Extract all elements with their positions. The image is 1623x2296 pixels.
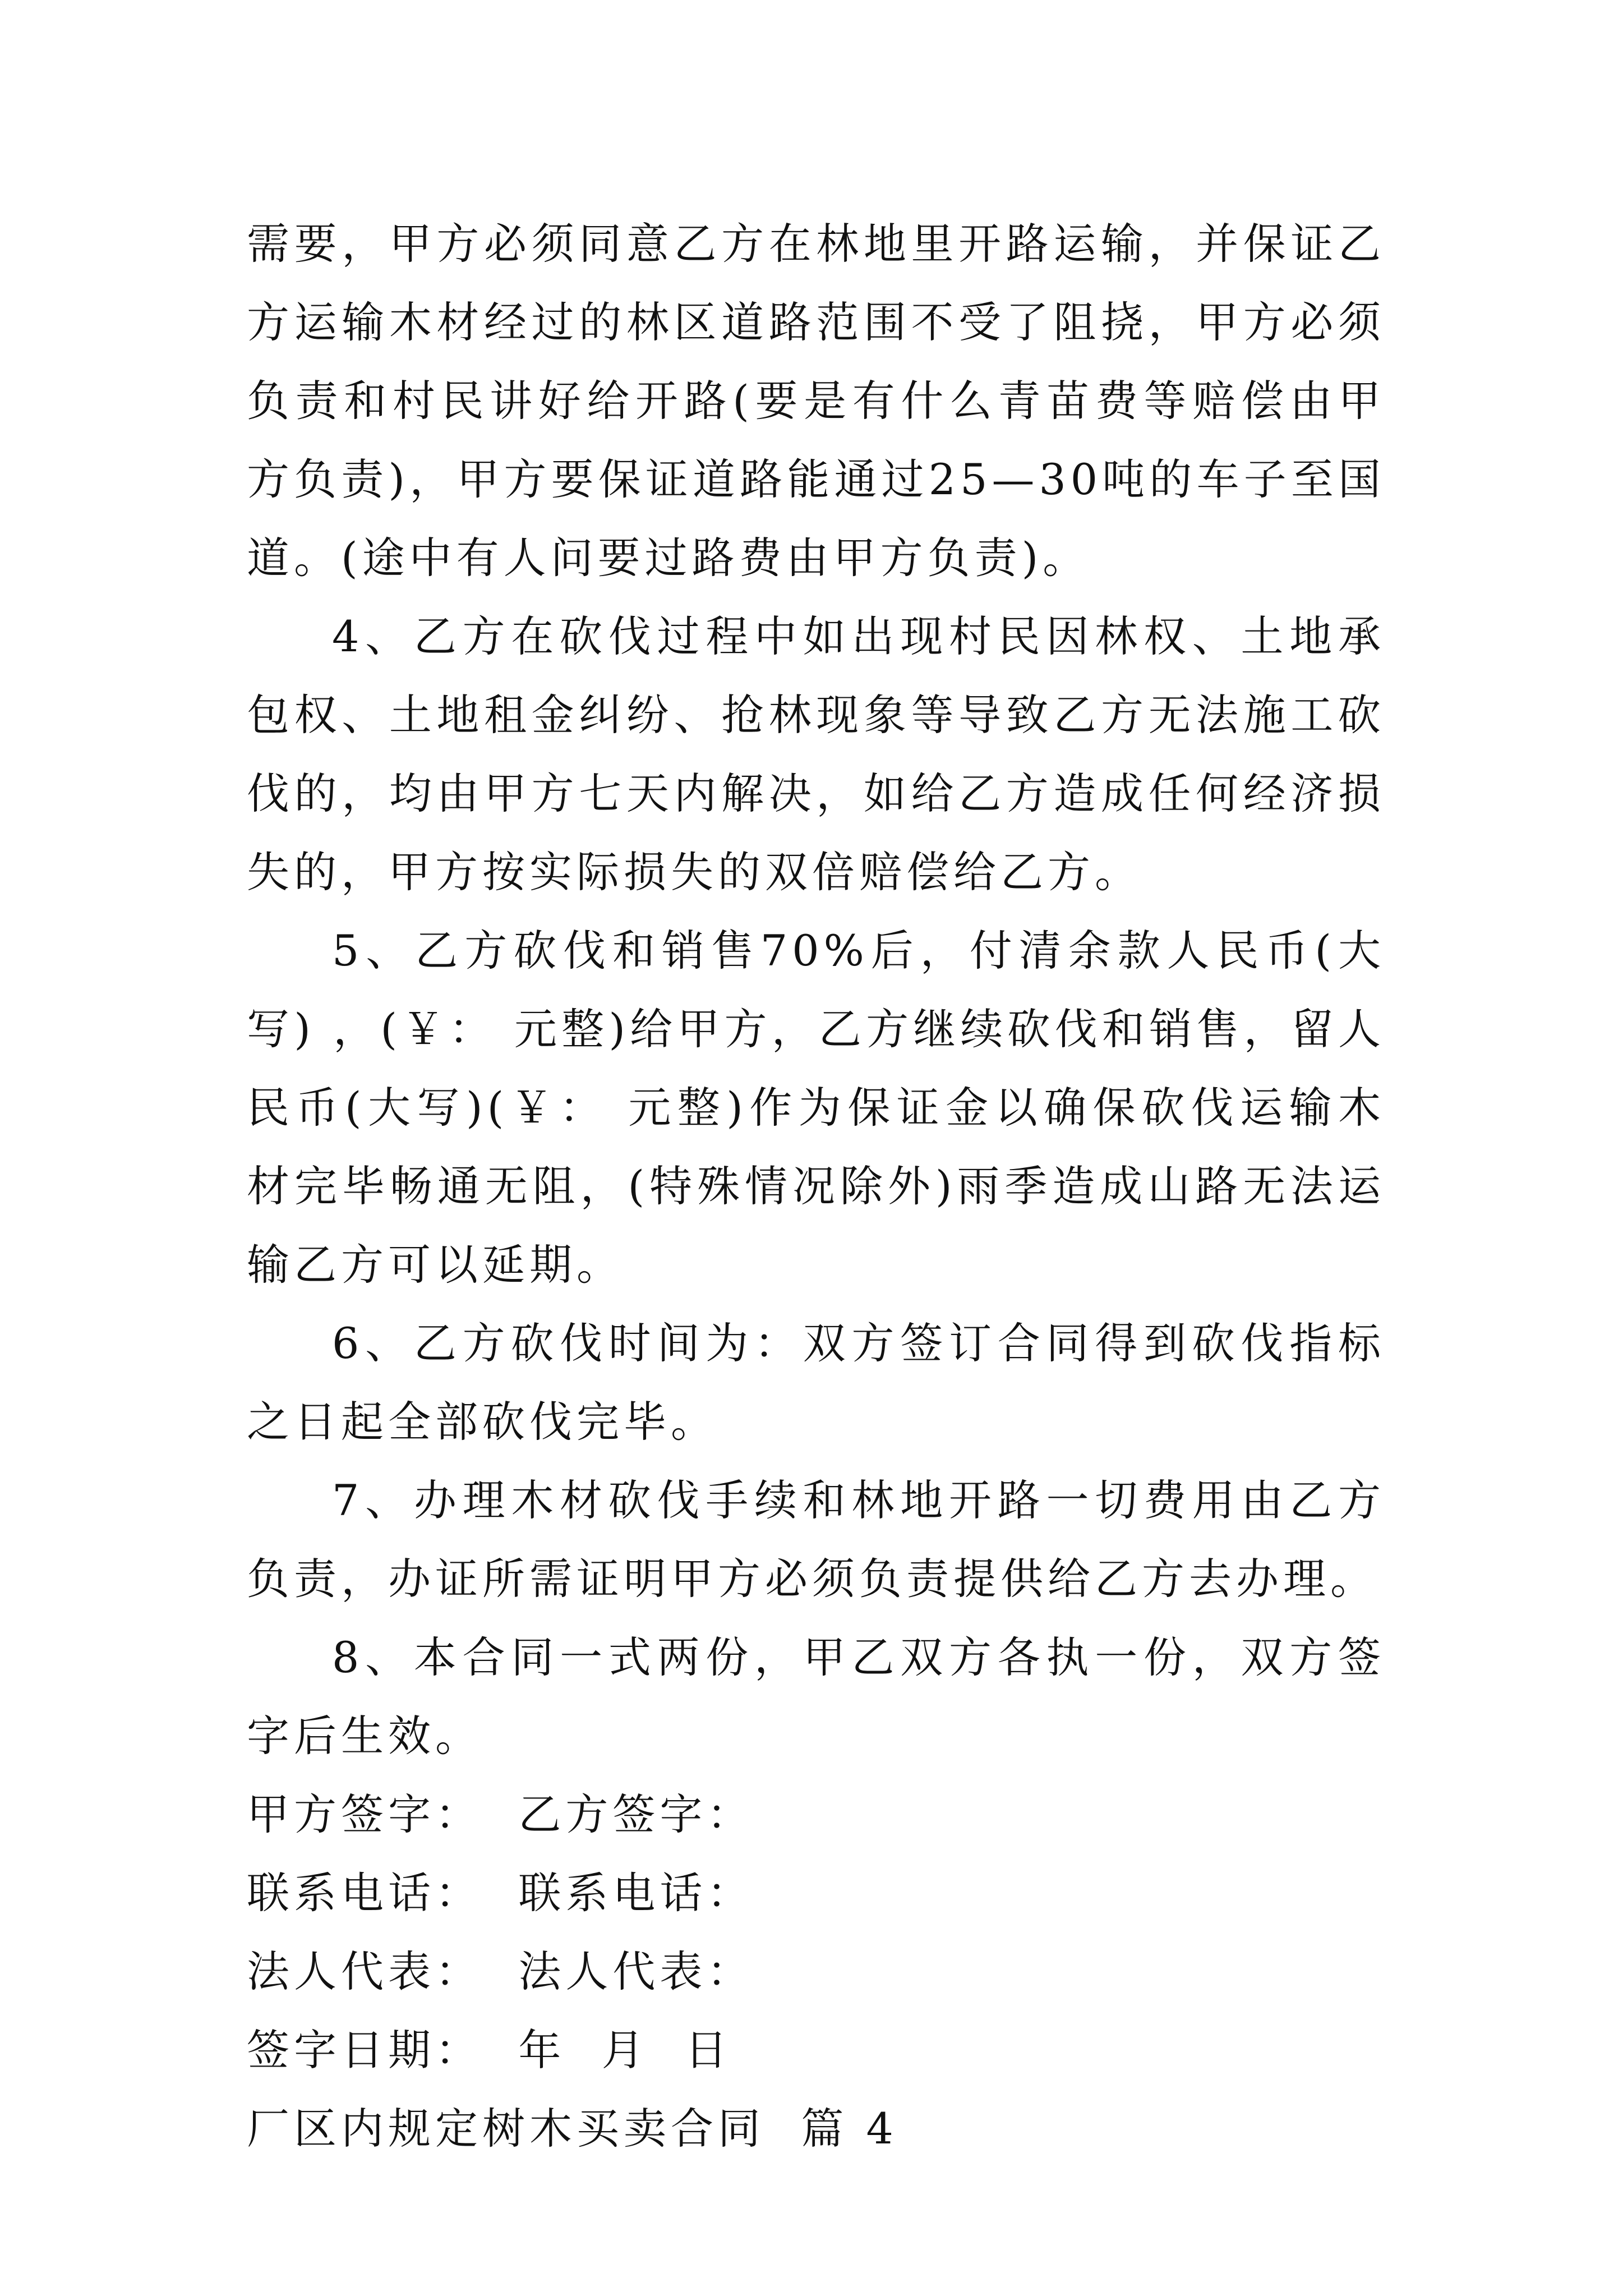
clause-8: 8、本合同一式两份，甲乙双方各执一份，双方签字后生效。 xyxy=(247,1632,1385,1761)
next-section-heading: 厂区内规定树木买卖合同 篇 4 xyxy=(247,2104,898,2154)
clause-4: 4、乙方在砍伐过程中如出现村民因林权、土地承包权、土地租金纠纷、抢林现象等导致乙方无法施工砍伐的，均由甲方七天内解决，如给乙方造成任何经济损失的，甲方按实际损失的双倍赔偿给乙方。 xyxy=(247,611,1385,897)
signature-line: 甲方签字： 乙方签字： xyxy=(247,1789,754,1839)
sign-date-line: 签字日期： 年 月 日 xyxy=(247,2025,732,2075)
legal-rep-line: 法人代表： 法人代表： xyxy=(247,1947,754,1996)
clause-6: 6、乙方砍伐时间为：双方签订合同得到砍伐指标之日起全部砍伐完毕。 xyxy=(247,1318,1385,1447)
paragraph-continuation: 需要，甲方必须同意乙方在林地里开路运输，并保证乙方运输木材经过的林区道路范围不受了阻挠，甲方必须负责和村民讲好给开路(要是有什么青苗费等赔偿由甲方负责)，甲方要保证道路能通过25—30吨的车子至国道。(途中有人问要过路费由甲方负责)。 xyxy=(247,219,1385,583)
clause-7: 7、办理木材砍伐手续和林地开路一切费用由乙方负责，办证所需证明甲方必须负责提供给乙方去办理。 xyxy=(247,1475,1385,1604)
clause-5: 5、乙方砍伐和销售70%后，付清余款人民币(大写) ，(￥： 元整)给甲方，乙方继续砍伐和销售，留人民币(大写)(￥： 元整)作为保证金以确保砍伐运输木材完毕畅通无阻，(特殊情况除外)雨季造成山路无法运输乙方可以延期。 xyxy=(247,926,1385,1290)
contract-body xyxy=(247,205,1385,2168)
phone-line: 联系电话： 联系电话： xyxy=(247,1868,754,1918)
